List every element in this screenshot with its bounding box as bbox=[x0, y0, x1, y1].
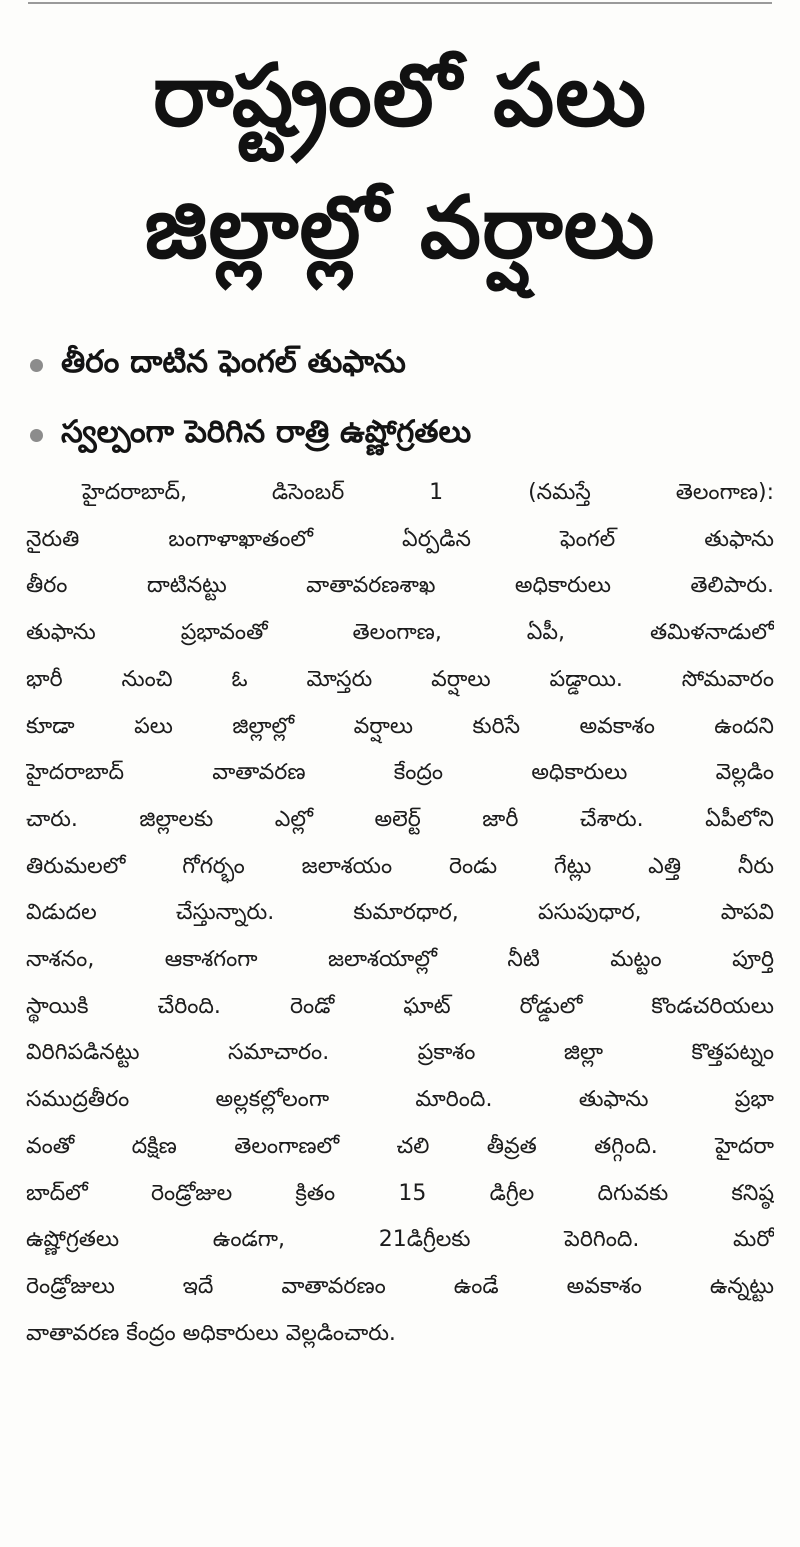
body-line-last: వాతావరణ కేంద్రం అధికారులు వెల్లడించారు. bbox=[26, 1320, 396, 1346]
body-line: నాశనం, ఆకాశగంగా జలాశయాల్లో నీటి మట్టం పూర్తి bbox=[26, 947, 774, 973]
headline-line-2: జిల్లాల్లో వర్షాలు bbox=[144, 178, 656, 278]
subheading-item bbox=[26, 400, 774, 470]
body-line: కూడా పలు జిల్లాల్లో వర్షాలు కురిసే అవకాశం ఉందని bbox=[26, 713, 774, 739]
subheading-list bbox=[26, 330, 774, 470]
subheading-text: స్వల్పంగా పెరిగిన రాత్రి ఉష్ణోగ్రతలు bbox=[61, 413, 472, 450]
body-line-dateline: హైదరాబాద్, డిసెంబర్ 1 (నమస్తే తెలంగాణ): bbox=[82, 480, 774, 505]
headline bbox=[26, 30, 774, 294]
news-article bbox=[26, 30, 774, 1357]
bullet-dot-icon bbox=[30, 359, 43, 372]
body-line: వంతో దక్షిణ తెలంగాణలో చలి తీవ్రత తగ్గింది. హైదరా bbox=[26, 1133, 774, 1159]
subheading-text: తీరం దాటిన ఫెంగల్ తుఫాను bbox=[61, 343, 406, 380]
headline-line-1: రాష్ట్రంలో పలు bbox=[153, 46, 647, 146]
article-body bbox=[26, 470, 774, 1357]
body-line: హైదరాబాద్ వాతావరణ కేంద్రం అధికారులు వెల్లడిం bbox=[26, 760, 774, 786]
subheading-item bbox=[26, 330, 774, 400]
body-line: బాద్‌లో రెండ్రోజుల క్రితం 15 డిగ్రీల దిగువకు కనిష్ఠ bbox=[26, 1180, 774, 1206]
body-line: సముద్రతీరం అల్లకల్లోలంగా మారింది. తుఫాను ప్రభా bbox=[26, 1087, 774, 1113]
body-line: రెండ్రోజులు ఇదే వాతావరణం ఉండే అవకాశం ఉన్నట్టు bbox=[26, 1273, 774, 1299]
body-line: తిరుమలలో గోగర్భం జలాశయం రెండు గేట్లు ఎత్తి నీరు bbox=[26, 853, 774, 879]
body-line: భారీ నుంచి ఓ మోస్తరు వర్షాలు పడ్డాయి. సోమవారం bbox=[26, 666, 774, 692]
body-line: తీరం దాటినట్టు వాతావరణశాఖ అధికారులు తెలిపారు. bbox=[26, 573, 774, 599]
body-line: తుఫాను ప్రభావంతో తెలంగాణ, ఏపీ, తమిళనాడులో bbox=[26, 620, 774, 646]
body-line: నైరుతి బంగాళాఖాతంలో ఏర్పడిన ఫెంగల్ తుఫాను bbox=[26, 526, 774, 552]
bullet-dot-icon bbox=[30, 429, 43, 442]
top-divider bbox=[28, 2, 772, 4]
body-line: విరిగిపడినట్టు సమాచారం. ప్రకాశం జిల్లా కొత్తపట్నం bbox=[26, 1040, 774, 1066]
body-line: స్థాయికి చేరింది. రెండో ఘాట్ రోడ్డులో కొండచరియలు bbox=[26, 993, 774, 1019]
body-line: ఉష్ణోగ్రతలు ఉండగా, 21డిగ్రీలకు పెరిగింది. మరో bbox=[26, 1227, 774, 1253]
body-line: చారు. జిల్లాలకు ఎల్లో అలెర్ట్ జారీ చేశారు. ఏపీలోని bbox=[26, 806, 774, 832]
body-line: విడుదల చేస్తున్నారు. కుమారధార, పసుపుధార, పాపవి bbox=[26, 900, 774, 926]
